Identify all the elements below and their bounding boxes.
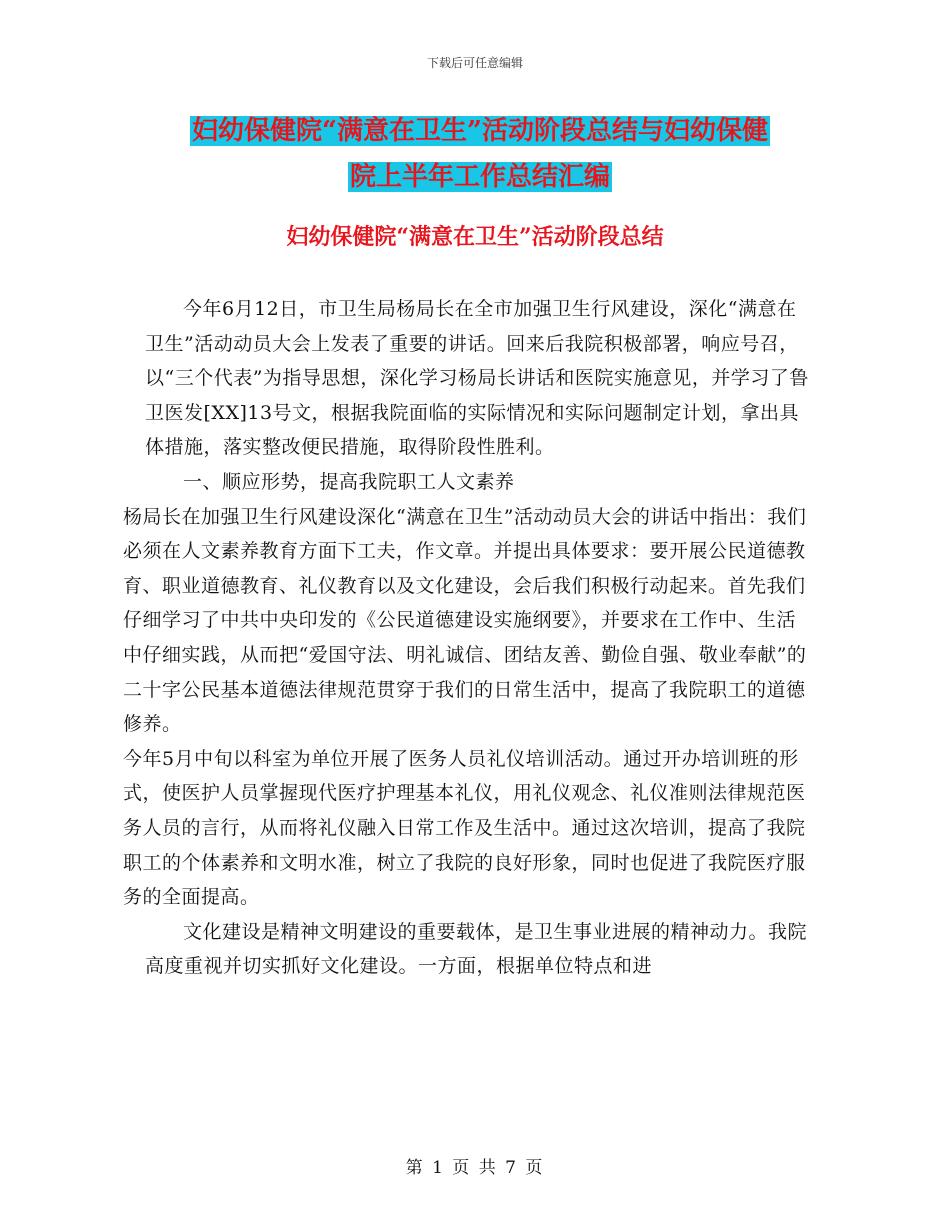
- title-line-2: 院上半年工作总结汇编: [349, 162, 610, 192]
- paragraph-1: 今年6月12日，市卫生局杨局长在全市加强卫生行风建设，深化“满意在卫生”活动动员大会上发表了重要的讲话。回来后我院积极部署，响应号召，以“三个代表”为指导思想，深化学习杨局长讲话和医院实施意见，并学习了鲁卫医发[XX]13号文，根据我院面临的实际情况和实际问题制定计划，拿出具体措施，落实整改便民措施，取得阶段性胜利。: [145, 298, 809, 459]
- header-note: 下载后可任意编辑: [426, 56, 523, 70]
- document-title: [150, 108, 810, 200]
- paragraph-2: 杨局长在加强卫生行风建设深化“满意在卫生”活动动员大会的讲话中指出：我们必须在人文素养教育方面下工夫，作文章。并提出具体要求：要开展公民道德教育、职业道德教育、礼仪教育以及文化建设，会后我们积极行动起来。首先我们仔细学习了中共中央印发的《公民道德建设实施纲要》，并要求在工作中、生活中仔细实践，从而把“爱国守法、明礼诚信、团结友善、勤俭自强、敬业奉献”的二十字公民基本道德法律规范贯穿于我们的日常生活中，提高了我院职工的道德修养。: [123, 505, 807, 736]
- paragraph-3: 今年5月中旬以科室为单位开展了医务人员礼仪培训活动。通过开办培训班的形式，使医护人员掌握现代医疗护理基本礼仪，用礼仪观念、礼仪准则法律规范医务人员的言行，从而将礼仪融入日常工作及生活中。通过这次培训，提高了我院职工的个体素养和文明水准，树立了我院的良好形象，同时也促进了我院医疗服务的全面提高。: [123, 747, 806, 909]
- document-body: [123, 292, 810, 984]
- section-title: 妇幼保健院“满意在卫生”活动阶段总结: [286, 224, 664, 250]
- page-number: 第 1 页 共 7 页: [405, 1158, 545, 1178]
- paragraph-4: 文化建设是精神文明建设的重要载体，是卫生事业进展的精神动力。我院高度重视并切实抓好文化建设。一方面，根据单位特点和进: [145, 920, 808, 978]
- paragraph-heading-1: 一、顺应形势，提高我院职工人文素养: [183, 470, 515, 493]
- title-line-1: 妇幼保健院“满意在卫生”活动阶段总结与妇幼保健: [192, 116, 768, 146]
